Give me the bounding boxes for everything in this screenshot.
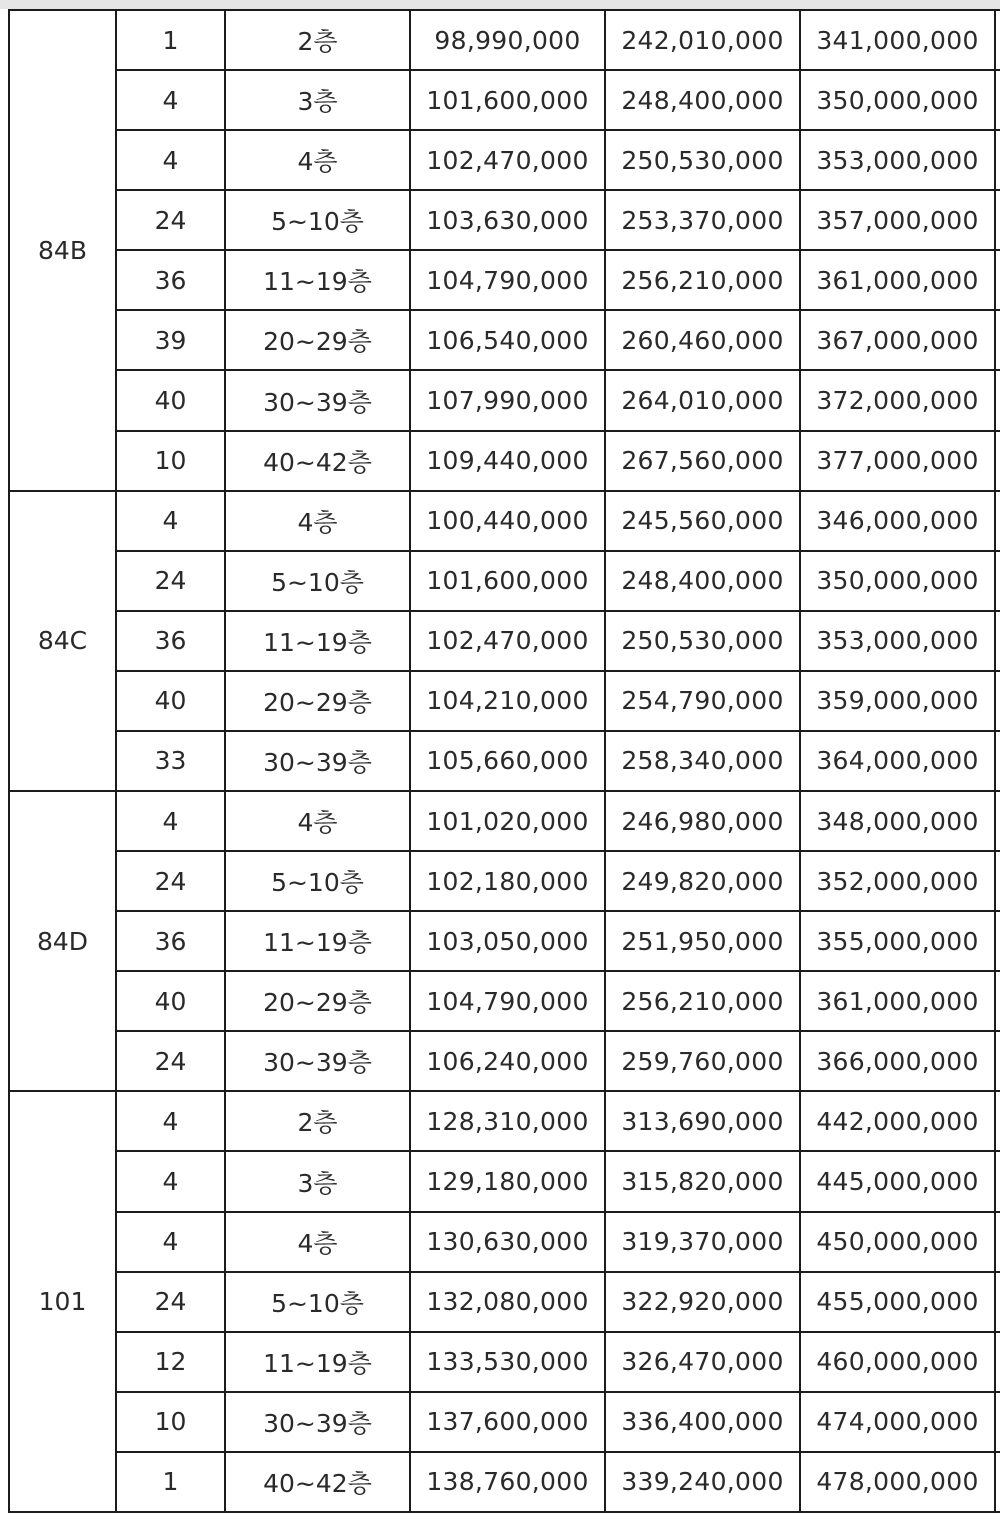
table-row — [9, 190, 1000, 250]
land-price-cell: 104,210,000 — [410, 671, 605, 731]
floor-range-cell: 4층 — [225, 1212, 410, 1272]
table-row — [9, 611, 1000, 671]
building-price-cell: 322,920,000 — [605, 1272, 800, 1332]
clipped-column-cell — [995, 1392, 1000, 1452]
building-price-cell: 326,470,000 — [605, 1332, 800, 1392]
building-price-cell: 253,370,000 — [605, 190, 800, 250]
land-price-cell: 106,540,000 — [410, 310, 605, 370]
floor-range-cell: 4층 — [225, 491, 410, 551]
clipped-column-cell — [995, 190, 1000, 250]
clipped-column-cell — [995, 10, 1000, 70]
floor-range-cell: 20~29층 — [225, 310, 410, 370]
building-price-cell: 313,690,000 — [605, 1091, 800, 1151]
building-price-cell: 251,950,000 — [605, 911, 800, 971]
table-row — [9, 130, 1000, 190]
total-price-cell: 474,000,000 — [800, 1392, 995, 1452]
clipped-column-cell — [995, 1212, 1000, 1272]
total-price-cell: 455,000,000 — [800, 1272, 995, 1332]
units-cell: 4 — [116, 130, 225, 190]
table-row — [9, 1392, 1000, 1452]
land-price-cell: 102,470,000 — [410, 611, 605, 671]
units-cell: 40 — [116, 671, 225, 731]
units-cell: 36 — [116, 611, 225, 671]
clipped-column-cell — [995, 1091, 1000, 1151]
clipped-column-cell — [995, 671, 1000, 731]
total-price-cell: 346,000,000 — [800, 491, 995, 551]
clipped-column-cell — [995, 491, 1000, 551]
floor-range-cell: 30~39층 — [225, 1392, 410, 1452]
floor-range-cell: 40~42층 — [225, 431, 410, 491]
clipped-column-cell — [995, 1151, 1000, 1211]
building-price-cell: 249,820,000 — [605, 851, 800, 911]
land-price-cell: 106,240,000 — [410, 1031, 605, 1091]
units-cell: 39 — [116, 310, 225, 370]
clipped-column-cell — [995, 370, 1000, 430]
building-price-cell: 245,560,000 — [605, 491, 800, 551]
land-price-cell: 105,660,000 — [410, 731, 605, 791]
clipped-column-cell — [995, 1272, 1000, 1332]
units-cell: 4 — [116, 1091, 225, 1151]
floor-range-cell: 2층 — [225, 10, 410, 70]
land-price-cell: 133,530,000 — [410, 1332, 605, 1392]
building-price-cell: 267,560,000 — [605, 431, 800, 491]
units-cell: 24 — [116, 1272, 225, 1332]
total-price-cell: 353,000,000 — [800, 611, 995, 671]
floor-range-cell: 5~10층 — [225, 1272, 410, 1332]
clipped-column-cell — [995, 791, 1000, 851]
units-cell: 4 — [116, 70, 225, 130]
table-row — [9, 971, 1000, 1031]
units-cell: 4 — [116, 1151, 225, 1211]
table-row — [9, 1332, 1000, 1392]
floor-range-cell: 5~10층 — [225, 551, 410, 611]
floor-range-cell: 20~29층 — [225, 971, 410, 1031]
clipped-column-cell — [995, 611, 1000, 671]
unit-type-cell: 101 — [9, 1091, 116, 1512]
units-cell: 24 — [116, 551, 225, 611]
clipped-column-cell — [995, 971, 1000, 1031]
clipped-column-cell — [995, 431, 1000, 491]
land-price-cell: 107,990,000 — [410, 370, 605, 430]
floor-range-cell: 2층 — [225, 1091, 410, 1151]
land-price-cell: 101,600,000 — [410, 551, 605, 611]
units-cell: 24 — [116, 1031, 225, 1091]
floor-range-cell: 4층 — [225, 791, 410, 851]
total-price-cell: 372,000,000 — [800, 370, 995, 430]
land-price-cell: 102,180,000 — [410, 851, 605, 911]
floor-range-cell: 20~29층 — [225, 671, 410, 731]
total-price-cell: 359,000,000 — [800, 671, 995, 731]
floor-range-cell: 30~39층 — [225, 731, 410, 791]
clipped-column-cell — [995, 1031, 1000, 1091]
table-row — [9, 1031, 1000, 1091]
building-price-cell: 258,340,000 — [605, 731, 800, 791]
table-row — [9, 370, 1000, 430]
land-price-cell: 109,440,000 — [410, 431, 605, 491]
clipped-column-cell — [995, 851, 1000, 911]
total-price-cell: 350,000,000 — [800, 551, 995, 611]
units-cell: 33 — [116, 731, 225, 791]
building-price-cell: 250,530,000 — [605, 611, 800, 671]
clipped-column-cell — [995, 1332, 1000, 1392]
land-price-cell: 103,050,000 — [410, 911, 605, 971]
floor-range-cell: 5~10층 — [225, 851, 410, 911]
land-price-cell: 138,760,000 — [410, 1452, 605, 1512]
land-price-cell: 104,790,000 — [410, 250, 605, 310]
table-row — [9, 1452, 1000, 1512]
table-row — [9, 10, 1000, 70]
units-cell: 4 — [116, 491, 225, 551]
table-row — [9, 911, 1000, 971]
building-price-cell: 336,400,000 — [605, 1392, 800, 1452]
price-table — [8, 9, 1000, 1513]
floor-range-cell: 30~39층 — [225, 1031, 410, 1091]
floor-range-cell: 11~19층 — [225, 911, 410, 971]
table-row — [9, 70, 1000, 130]
table-row — [9, 310, 1000, 370]
unit-type-cell: 84D — [9, 791, 116, 1091]
table-row — [9, 1212, 1000, 1272]
table-row — [9, 431, 1000, 491]
units-cell: 1 — [116, 1452, 225, 1512]
units-cell: 24 — [116, 190, 225, 250]
table-row — [9, 671, 1000, 731]
floor-range-cell: 3층 — [225, 1151, 410, 1211]
land-price-cell: 137,600,000 — [410, 1392, 605, 1452]
building-price-cell: 254,790,000 — [605, 671, 800, 731]
units-cell: 10 — [116, 1392, 225, 1452]
price-table-body — [9, 10, 1000, 1512]
floor-range-cell: 11~19층 — [225, 250, 410, 310]
table-row — [9, 1151, 1000, 1211]
clipped-column-cell — [995, 310, 1000, 370]
clipped-column-cell — [995, 130, 1000, 190]
units-cell: 4 — [116, 791, 225, 851]
land-price-cell: 100,440,000 — [410, 491, 605, 551]
units-cell: 40 — [116, 971, 225, 1031]
floor-range-cell: 4층 — [225, 130, 410, 190]
building-price-cell: 315,820,000 — [605, 1151, 800, 1211]
total-price-cell: 445,000,000 — [800, 1151, 995, 1211]
units-cell: 12 — [116, 1332, 225, 1392]
total-price-cell: 348,000,000 — [800, 791, 995, 851]
units-cell: 36 — [116, 911, 225, 971]
total-price-cell: 353,000,000 — [800, 130, 995, 190]
total-price-cell: 350,000,000 — [800, 70, 995, 130]
land-price-cell: 102,470,000 — [410, 130, 605, 190]
total-price-cell: 478,000,000 — [800, 1452, 995, 1512]
clipped-column-cell — [995, 70, 1000, 130]
land-price-cell: 132,080,000 — [410, 1272, 605, 1332]
total-price-cell: 377,000,000 — [800, 431, 995, 491]
total-price-cell: 442,000,000 — [800, 1091, 995, 1151]
total-price-cell: 367,000,000 — [800, 310, 995, 370]
table-row — [9, 1272, 1000, 1332]
table-row — [9, 250, 1000, 310]
building-price-cell: 248,400,000 — [605, 551, 800, 611]
total-price-cell: 450,000,000 — [800, 1212, 995, 1272]
table-row — [9, 731, 1000, 791]
total-price-cell: 460,000,000 — [800, 1332, 995, 1392]
table-row — [9, 491, 1000, 551]
building-price-cell: 248,400,000 — [605, 70, 800, 130]
total-price-cell: 352,000,000 — [800, 851, 995, 911]
total-price-cell: 341,000,000 — [800, 10, 995, 70]
clipped-column-cell — [995, 250, 1000, 310]
table-row — [9, 1091, 1000, 1151]
total-price-cell: 366,000,000 — [800, 1031, 995, 1091]
units-cell: 4 — [116, 1212, 225, 1272]
unit-type-cell: 84C — [9, 491, 116, 791]
building-price-cell: 319,370,000 — [605, 1212, 800, 1272]
floor-range-cell: 11~19층 — [225, 1332, 410, 1392]
floor-range-cell: 11~19층 — [225, 611, 410, 671]
units-cell: 24 — [116, 851, 225, 911]
land-price-cell: 128,310,000 — [410, 1091, 605, 1151]
previous-header-row-edge — [0, 0, 1000, 9]
clipped-column-cell — [995, 551, 1000, 611]
total-price-cell: 364,000,000 — [800, 731, 995, 791]
total-price-cell: 355,000,000 — [800, 911, 995, 971]
units-cell: 40 — [116, 370, 225, 430]
building-price-cell: 339,240,000 — [605, 1452, 800, 1512]
land-price-cell: 129,180,000 — [410, 1151, 605, 1211]
units-cell: 36 — [116, 250, 225, 310]
land-price-cell: 98,990,000 — [410, 10, 605, 70]
total-price-cell: 361,000,000 — [800, 971, 995, 1031]
building-price-cell: 242,010,000 — [605, 10, 800, 70]
total-price-cell: 357,000,000 — [800, 190, 995, 250]
land-price-cell: 101,600,000 — [410, 70, 605, 130]
floor-range-cell: 5~10층 — [225, 190, 410, 250]
building-price-cell: 260,460,000 — [605, 310, 800, 370]
floor-range-cell: 3층 — [225, 70, 410, 130]
units-cell: 10 — [116, 431, 225, 491]
building-price-cell: 250,530,000 — [605, 130, 800, 190]
unit-type-cell: 84B — [9, 10, 116, 491]
clipped-column-cell — [995, 911, 1000, 971]
floor-range-cell: 40~42층 — [225, 1452, 410, 1512]
land-price-cell: 130,630,000 — [410, 1212, 605, 1272]
table-row — [9, 851, 1000, 911]
land-price-cell: 104,790,000 — [410, 971, 605, 1031]
floor-range-cell: 30~39층 — [225, 370, 410, 430]
building-price-cell: 259,760,000 — [605, 1031, 800, 1091]
building-price-cell: 256,210,000 — [605, 971, 800, 1031]
land-price-cell: 101,020,000 — [410, 791, 605, 851]
table-row — [9, 551, 1000, 611]
clipped-column-cell — [995, 1452, 1000, 1512]
building-price-cell: 246,980,000 — [605, 791, 800, 851]
table-row — [9, 791, 1000, 851]
building-price-cell: 256,210,000 — [605, 250, 800, 310]
land-price-cell: 103,630,000 — [410, 190, 605, 250]
units-cell: 1 — [116, 10, 225, 70]
total-price-cell: 361,000,000 — [800, 250, 995, 310]
building-price-cell: 264,010,000 — [605, 370, 800, 430]
clipped-column-cell — [995, 731, 1000, 791]
